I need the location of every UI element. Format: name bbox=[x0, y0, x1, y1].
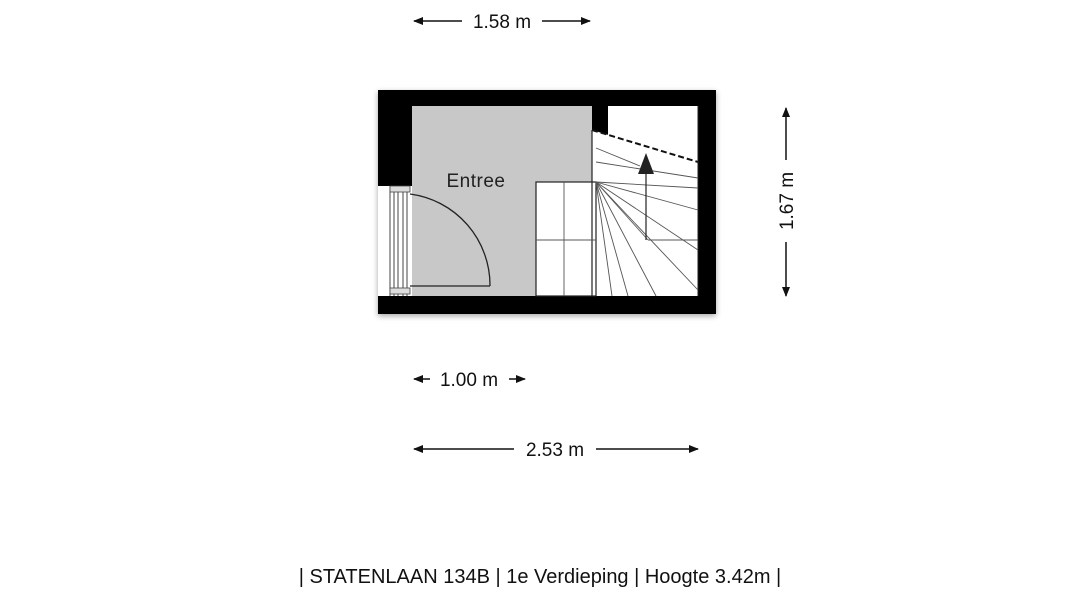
dimension-right-label: 1.67 m bbox=[777, 171, 798, 231]
floor-caption: | STATENLAAN 134B | 1e Verdieping | Hoogte 3.42m | bbox=[298, 566, 782, 588]
dimension-right bbox=[777, 108, 798, 296]
dimension-bottom bbox=[414, 440, 698, 461]
dimension-top-label: 1.58 m bbox=[472, 12, 532, 33]
dimension-top bbox=[414, 12, 590, 33]
room-label-entrance: Entree bbox=[446, 171, 506, 192]
dimension-door bbox=[414, 370, 525, 391]
dimension-bottom-label: 2.53 m bbox=[525, 440, 585, 461]
dimension-door-label: 1.00 m bbox=[439, 370, 499, 391]
